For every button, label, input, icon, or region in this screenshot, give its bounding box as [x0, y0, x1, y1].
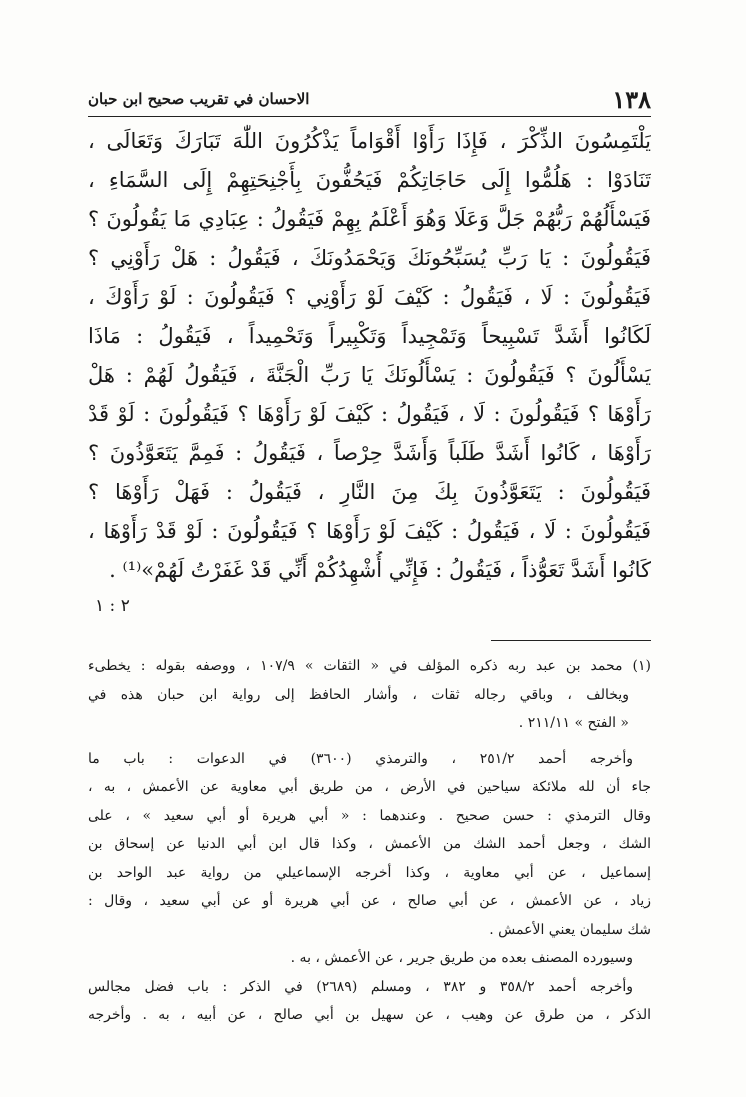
- main-text-block: [88, 122, 651, 590]
- main-text-line: كَانُوا أَشَدَّ تَعَوُّذاً ، فَيَقُولُ : فَإِنِّي أُشْهِدُكُمْ أَنِّي قَدْ غَفَرْتُ لَهُمْ»⁽¹⁾ .: [109, 558, 651, 582]
- main-text-line: فَيَقُولُونَ : يَتَعَوَّذُونَ بِكَ مِنَ النَّارِ ، فَيَقُولُ : فَهَلْ رَأَوْهَا ؟: [88, 480, 651, 504]
- footnote-line: وسيورده المصنف بعده من طريق جرير ، عن الأعمش ، به .: [290, 950, 633, 966]
- main-text-line: فَيَقُولُونَ : يَا رَبِّ يُسَبِّحُونَكَ وَيَحْمَدُونَكَ ، فَيَقُولُ : هَلْ رَأَوْنِي ؟: [88, 246, 651, 270]
- footnote-line: وأخرجه أحمد ٣٥٨/٢ و ٣٨٢ ، ومسلم (٢٦٨٩) في الذكر : باب فضل مجالس: [88, 978, 633, 995]
- main-text-line: تَنَادَوْا : هَلُمُّوا إِلَى حَاجَاتِكُمْ فَيَحُفُّونَ بِأَجْنِحَتِهِمْ إِلَى السَّمَاءِ ،: [88, 168, 651, 192]
- running-title: الاحسان في تقريب صحيح ابن حبان: [88, 90, 310, 108]
- footnote-line: الشك ، وجعل أحمد الشك من الأعمش ، وكذا قال ابن أبي الدنيا عن إسحاق بن: [88, 836, 651, 852]
- footnote-line: (١) محمد بن عبد ربه ذكره المؤلف في « الثقات » ١٠٧/٩ ، ووصفه بقوله : يخطىء: [88, 658, 651, 674]
- page-header: [88, 82, 651, 117]
- footnote-line: زياد ، عن الأعمش ، عن أبي صالح ، عن أبي هريرة أو عن أبي سعيد ، وقال :: [88, 893, 651, 909]
- footnote-divider: [491, 640, 651, 641]
- page-number: ١٣٨: [612, 84, 651, 114]
- footnote-line: « الفتح » ٢١١/١١ .: [518, 715, 629, 731]
- main-text-line: يَسْأَلُونَ ؟ فَيَقُولُونَ : يَسْأَلُونَكَ يَا رَبِّ الْجَنَّةَ ، فَيَقُولُ لَهُمْ : هَلْ: [88, 363, 651, 387]
- main-text-line: فَيَقُولُونَ : لَا ، فَيَقُولُ : كَيْفَ لَوْ رَأَوْنِي ؟ فَيَقُولُونَ : لَوْ رَأَوْكَ ،: [88, 285, 651, 309]
- footnote-line: جاء أن لله ملائكة سياحين في الأرض ، من طريق أبي معاوية عن الأعمش ، به ،: [88, 779, 651, 795]
- main-text-line: رَأَوْهَا ، كَانُوا أَشَدَّ طَلَباً وَأَشَدَّ حِرْصاً ، فَيَقُولُ : فَمِمَّ يَتَعَوَّذُونَ ؟: [88, 441, 651, 465]
- footnotes-block: [88, 652, 651, 1030]
- footnote-line: شك سليمان يعني الأعمش .: [489, 921, 651, 938]
- footnote-line: ويخالف ، وباقي رجاله ثقات ، وأشار الحافظ إلى رواية ابن حبان هذه في: [88, 686, 629, 703]
- footnote-line: وقال الترمذي : حسن صحيح . وعندهما : « أبي هريرة أو أبي سعيد » ، على: [88, 807, 651, 824]
- main-text-line: لَكَانُوا أَشَدَّ تَسْبِيحاً وَتَمْجِيداً وَتَكْبِيراً وَتَحْمِيداً ، فَيَقُولُ : مَاذَا: [88, 324, 651, 348]
- footnote-line: إسماعيل ، عن أبي معاوية ، وكذا أخرجه الإسماعيلي من رواية عبد الواحد بن: [88, 864, 651, 881]
- main-text-line: فَيَقُولُونَ : لَا ، فَيَقُولُ : كَيْفَ لَوْ رَأَوْهَا ؟ فَيَقُولُونَ : لَوْ قَدْ رَأَوْهَا ،: [88, 519, 651, 543]
- main-text-line: رَأَوْهَا ؟ فَيَقُولُونَ : لَا ، فَيَقُولُ : كَيْفَ لَوْ رَأَوْهَا ؟ فَيَقُولُونَ : لَوْ قَدْ: [88, 402, 651, 426]
- footnote-line: وأخرجه أحمد ٢٥١/٢ ، والترمذي (٣٦٠٠) في الدعوات : باب ما: [88, 750, 633, 767]
- main-text-line: يَلْتَمِسُونَ الذِّكْرَ ، فَإِذَا رَأَوْا أَقْوَاماً يَذْكُرُونَ اللّٰهَ تَبَارَكَ وَتَعَالَى ،: [88, 129, 651, 153]
- footnote-line: الذكر ، من طرق عن وهيب ، عن سهيل بن أبي صالح ، عن أبيه ، به . وأخرجه: [88, 1007, 651, 1023]
- main-text-line: فَيَسْأَلُهُمْ رَبُّهُمْ جَلَّ وَعَلَا وَهُوَ أَعْلَمُ بِهِمْ فَيَقُولُ : عِبَادِي مَا يَقُولُونَ ؟: [88, 207, 651, 231]
- reference-mark: ٢ : ١: [95, 596, 130, 616]
